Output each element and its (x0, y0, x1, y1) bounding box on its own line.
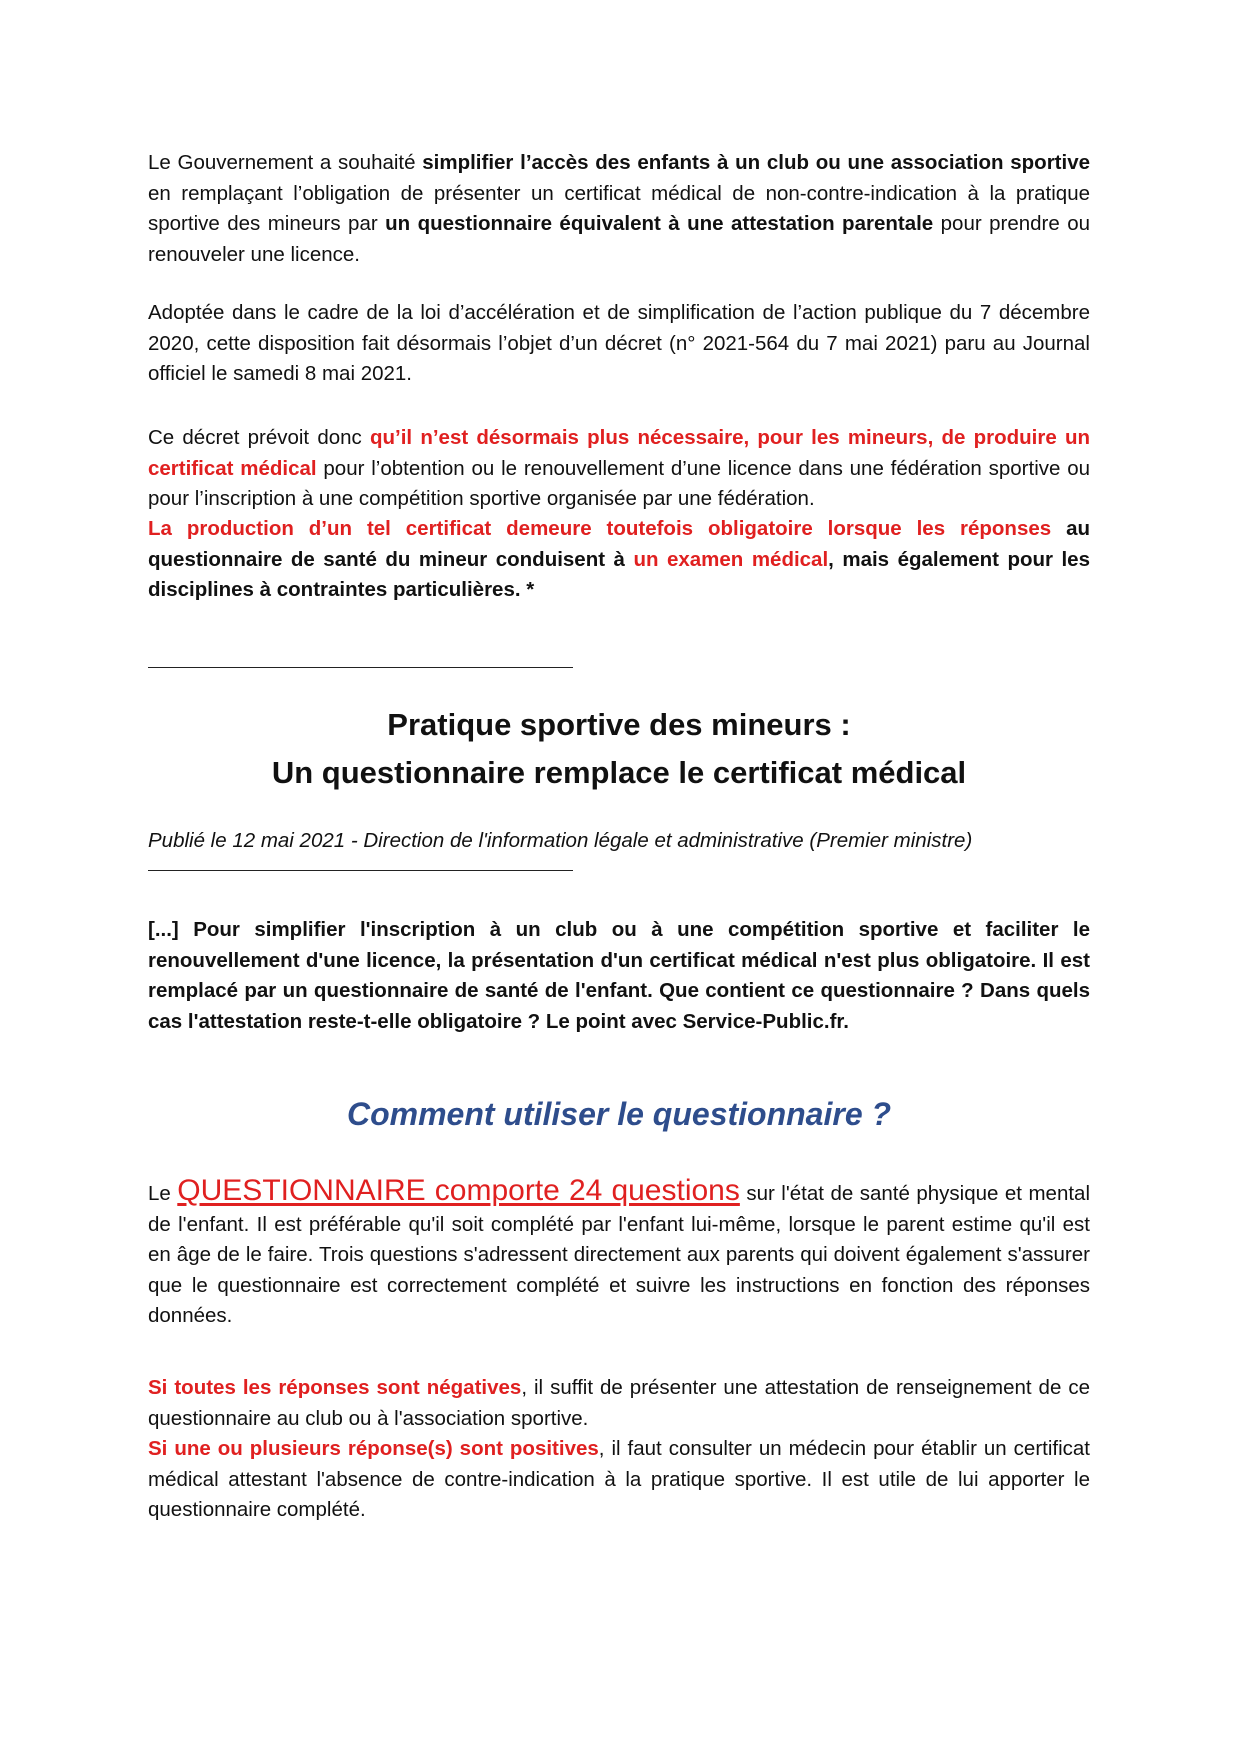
section-heading: Comment utiliser le questionnaire ? (346, 1096, 892, 1132)
bold-run: , mais également pour les disciplines à contraintes particulières. * (148, 547, 1090, 601)
text-run: en remplaçant l’obligation de présenter un certificat médical de non-contre-indication à la pratique sportive des mineurs par (148, 181, 1090, 235)
red-bold-run: un examen médical (633, 547, 829, 571)
text-run: Le (148, 1182, 178, 1205)
intro-paragraph-1 (148, 148, 1090, 270)
separator-line-top (148, 667, 573, 668)
text-run: Le Gouvernement a souhaité (148, 151, 423, 174)
article-source: Publié le 12 mai 2021 - Direction de l'information légale et administrative (Premier ministre) (148, 829, 973, 852)
article-lead: [...] Pour simplifier l'inscription à un club ou à une compétition sportive et faciliter le renouvellement d'une licence, la présentation d'un certificat médical n'est plus obligatoire. Il est remplacé par un questionnaire de santé de l'enfant. Que contient ce questionnaire ? Dans quels cas l'attestation reste-t-elle obligatoire ? Le point avec Service-Public.fr. (148, 918, 1090, 1033)
text-run: , il suffit de présenter une attestation de renseignement de ce questionnaire au club ou à l'association sportive. (148, 1376, 1090, 1430)
red-bold-run: La production d’un tel certificat demeure toutefois obligatoire lorsque les réponses (148, 517, 1052, 540)
text-run: sur l'état de santé physique et mental de l'enfant. Il est préférable qu'il soit complété par l'enfant lui-même, lorsque le parent estime qu'il est en âge de le faire. Trois questions s'adressent directement aux parents qui doivent également s'assurer que le questionnaire est correctement complété et suivre les instructions en fonction des réponses données. (148, 1182, 1091, 1327)
bold-run: un questionnaire équivalent à une attestation parentale (385, 212, 934, 235)
document-page (148, 0, 1090, 1755)
red-bold-run: Si une ou plusieurs réponse(s) sont positives (148, 1437, 599, 1460)
positive-answers-paragraph (148, 1434, 1090, 1526)
red-bold-run: Si toutes les réponses sont négatives (148, 1376, 522, 1399)
negative-answers-paragraph (148, 1373, 1090, 1434)
article-title-line-1: Pratique sportive des mineurs : (387, 707, 851, 742)
intro-paragraph-3 (148, 423, 1090, 515)
bold-run: au questionnaire de santé du mineur conduisent à (148, 517, 1090, 571)
intro-paragraph-2: Adoptée dans le cadre de la loi d’accélération et de simplification de l’action publique du 7 décembre 2020, cette disposition fait désormais l’objet d’un décret (n° 2021-564 du 7 mai 2021) paru au Journal officiel le samedi 8 mai 2021. (148, 301, 1090, 385)
separator-line-bottom (148, 870, 573, 871)
text-run: pour prendre ou renouveler une licence. (148, 212, 1090, 266)
article-title-line-2: Un questionnaire remplace le certificat médical (271, 755, 967, 790)
intro-paragraph-4 (148, 514, 1090, 606)
questionnaire-paragraph (148, 1176, 1090, 1332)
red-bold-run: qu’il n’est désormais plus nécessaire, pour les mineurs, de produire un certificat médical (148, 426, 1090, 480)
bold-run: simplifier l’accès des enfants à un club ou une association sportive (422, 151, 1090, 174)
text-run: , il faut consulter un médecin pour établir un certificat médical attestant l'absence de contre-indication à la pratique sportive. Il est utile de lui apporter le questionnaire complété. (148, 1437, 1090, 1521)
text-run: Ce décret prévoit donc (148, 426, 370, 449)
text-run: pour l’obtention ou le renouvellement d’une licence dans une fédération sportive ou pour l’inscription à une compétition sportive organisée par une fédération. (148, 456, 1091, 510)
questionnaire-highlight: QUESTIONNAIRE comporte 24 questions (177, 1174, 740, 1207)
